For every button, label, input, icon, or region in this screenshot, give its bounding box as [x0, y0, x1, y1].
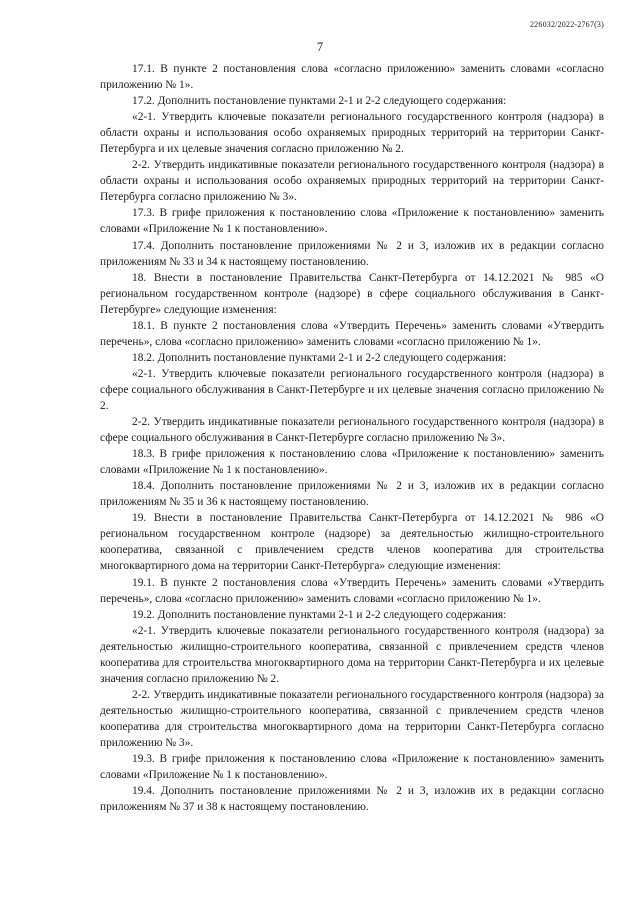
paragraph-17-1: 17.1. В пункте 2 постановления слова «согласно приложению» заменить словами «согласно приложению № 1». [100, 63, 604, 92]
paragraph-19-4: 19.4. Дополнить постановление приложениями № 2 и 3, изложив их в редакции согласно приложениям № 37 и 38 к настоящему постановлению. [100, 785, 604, 814]
paragraph-18: 18. Внести в постановление Правительства Санкт-Петербурга от 14.12.2021 № 985 «О региональном государственном контроле (надзоре) в сфере социального обслуживания в Санкт-Петербурге» следующие изменения: [100, 271, 604, 316]
paragraph-17-2-2: 2-2. Утвердить индикативные показатели регионального государственного контроля (надзора) в области охраны и использования особо охраняемых природных территорий на территории Санкт-Петербурга согласно приложению № 3». [100, 159, 604, 204]
paragraph-18-2: 18.2. Дополнить постановление пунктами 2-1 и 2-2 следующего содержания: [132, 351, 507, 364]
paragraph-18-3: 18.3. В грифе приложения к постановлению слова «Приложение к постановлению» заменить словами «Приложение № 1 к постановлению». [100, 448, 604, 477]
paragraph-17-2: 17.2. Дополнить постановление пунктами 2-1 и 2-2 следующего содержания: [132, 95, 507, 108]
paragraph-17-2-1: «2-1. Утвердить ключевые показатели регионального государственного контроля (надзора) в области охраны и использования особо охраняемых природных территорий на территории Санкт-Петербурга и их целевые значения согласно приложению № 2. [100, 111, 604, 156]
paragraph-18-2-1: «2-1. Утвердить ключевые показатели регионального государственного контроля (надзора) в сфере социального обслуживания в Санкт-Петербурге и их целевые значения согласно приложению № 2. [100, 367, 604, 412]
paragraph-19-2-2: 2-2. Утвердить индикативные показатели регионального государственного контроля (надзора) за деятельностью жилищно-строительного кооператива, связанной с привлечением средств членов кооператива для строительства многоквартирного дома на территории Санкт-Петербурга согласно приложению № 3». [100, 688, 604, 749]
paragraph-17-4: 17.4. Дополнить постановление приложениями № 2 и 3, изложив их в редакции согласно приложениям № 33 и 34 к настоящему постановлению. [100, 239, 604, 268]
paragraph-18-4: 18.4. Дополнить постановление приложениями № 2 и 3, изложив их в редакции согласно приложениям № 35 и 36 к настоящему постановлению. [100, 480, 604, 509]
document-body [100, 61, 604, 815]
document-id: 226032/2022-2767(3) [529, 20, 604, 29]
paragraph-19-1: 19.1. В пункте 2 постановления слова «Утвердить Перечень» заменить словами «Утвердить перечень», слова «согласно приложению» заменить словами «согласно приложению № 1». [100, 576, 604, 605]
paragraph-19-3: 19.3. В грифе приложения к постановлению слова «Приложение к постановлению» заменить словами «Приложение № 1 к постановлению». [100, 753, 604, 782]
paragraph-19-2-1: «2-1. Утвердить ключевые показатели регионального государственного контроля (надзора) за деятельностью жилищно-строительного кооператива, связанной с привлечением средств членов кооператива для строительства многоквартирного дома на территории Санкт-Петербурга и их целевые значения согласно приложению № 2. [100, 624, 604, 685]
paragraph-19: 19. Внести в постановление Правительства Санкт-Петербурга от 14.12.2021 № 986 «О региональном государственном контроле (надзоре) за деятельностью жилищно-строительного кооператива, связанной с привлечением средств членов кооператива для строительства многоквартирного дома на территории Санкт-Петербурга» следующие изменения: [100, 512, 604, 573]
paragraph-17-3: 17.3. В грифе приложения к постановлению слова «Приложение к постановлению» заменить словами «Приложение № 1 к постановлению». [100, 207, 604, 236]
page-number: 7 [316, 40, 324, 54]
paragraph-19-2: 19.2. Дополнить постановление пунктами 2-1 и 2-2 следующего содержания: [132, 608, 507, 621]
paragraph-18-2-2: 2-2. Утвердить индикативные показатели регионального государственного контроля (надзора) в сфере социального обслуживания в Санкт-Петербурге согласно приложению № 3». [100, 416, 604, 445]
paragraph-18-1: 18.1. В пункте 2 постановления слова «Утвердить Перечень» заменить словами «Утвердить перечень», слова «согласно приложению» заменить словами «согласно приложению № 1». [100, 319, 604, 348]
